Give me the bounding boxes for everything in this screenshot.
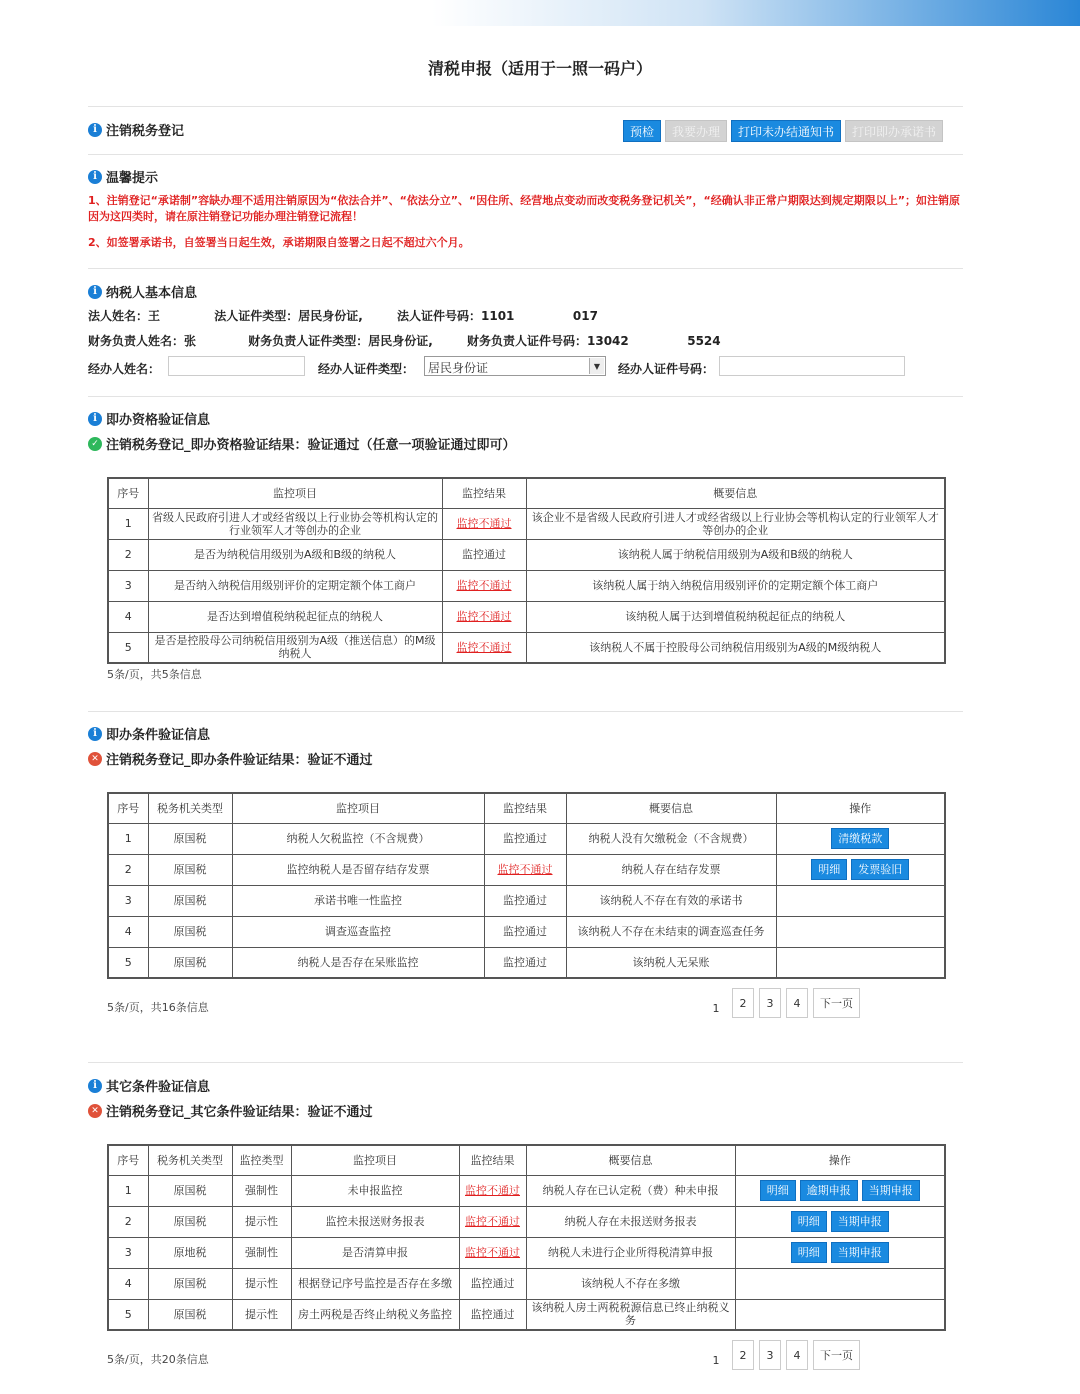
- table-header-row: [108, 1145, 945, 1175]
- cell-no: 4: [108, 601, 148, 632]
- cell-result: 监控通过: [484, 885, 566, 916]
- cell-org: 原国税: [148, 854, 232, 885]
- cell-no: 4: [108, 916, 148, 947]
- info-icon: i: [88, 412, 102, 426]
- detail-button[interactable]: 明细: [791, 1242, 827, 1263]
- table-row: [108, 947, 945, 978]
- section-cond-title: [88, 724, 210, 743]
- page-2-button[interactable]: 2: [732, 1340, 754, 1370]
- tip-line-1: 1、注销登记“承诺制”容缺办理不适用注销原因为“依法合并”、“依法分立”、“因住所、经营地点变动而改变税务登记机关”，“经确认非正常户期限达到规定期限以上”；如注销原因为这四类时，请在原注销登记功能办理注销登记流程！: [88, 194, 960, 223]
- section-basic-title: [88, 282, 197, 301]
- cell-item: 是否是控股母公司纳税信用级别为A级（推送信息）的M级纳税人: [148, 632, 442, 663]
- cell-item: 纳税人欠税监控（不含规费）: [232, 823, 484, 854]
- col-type: 监控类型: [232, 1145, 291, 1175]
- cell-result-link[interactable]: 监控不通过: [459, 1175, 526, 1206]
- cell-no: 1: [108, 823, 148, 854]
- page-4-button[interactable]: 4: [786, 1340, 808, 1370]
- cell-ops: [776, 823, 945, 854]
- cell-item: 调查巡查监控: [232, 916, 484, 947]
- other-result: [88, 1101, 373, 1120]
- cell-result-link[interactable]: 监控不通过: [442, 601, 526, 632]
- col-summary: 概要信息: [566, 793, 776, 823]
- cell-result-link[interactable]: 监控不通过: [484, 854, 566, 885]
- col-summary: 概要信息: [526, 478, 945, 508]
- table-row: [108, 916, 945, 947]
- cell-org: 原国税: [148, 916, 232, 947]
- agent-name-label: 经办人姓名：: [88, 362, 161, 376]
- table-row: [108, 632, 945, 663]
- cell-ops: [735, 1268, 945, 1299]
- col-result: 监控结果: [459, 1145, 526, 1175]
- cell-item: 监控未报送财务报表: [291, 1206, 459, 1237]
- cell-summary: 该纳税人房土两税税源信息已终止纳税义务: [526, 1299, 735, 1330]
- divider: [88, 1062, 963, 1063]
- cell-no: 1: [108, 1175, 148, 1206]
- cell-item: 房土两税是否终止纳税义务监控: [291, 1299, 459, 1330]
- cell-no: 5: [108, 1299, 148, 1330]
- info-icon: i: [88, 123, 102, 137]
- cell-ops: [776, 885, 945, 916]
- section-other-title: [88, 1076, 210, 1095]
- cell-no: 3: [108, 570, 148, 601]
- cell-ops: [735, 1299, 945, 1330]
- col-org: 税务机关类型: [148, 1145, 232, 1175]
- table-header-row: [108, 793, 945, 823]
- cell-ops: [776, 947, 945, 978]
- cond-result: [88, 749, 373, 768]
- cell-summary: 纳税人未进行企业所得税清算申报: [526, 1237, 735, 1268]
- section-tips-title: [88, 167, 158, 186]
- qual-result-text: 注销税务登记_即办资格验证结果：验证通过（任意一项验证通过即可）: [106, 438, 516, 453]
- cell-summary: 该企业不是省级人民政府引进人才或经省级以上行业协会等机构认定的行业领军人才等创办的企业: [526, 508, 945, 539]
- col-ops: 操作: [735, 1145, 945, 1175]
- cell-item: 根据登记序号监控是否存在多缴: [291, 1268, 459, 1299]
- section-qual-label: 即办资格验证信息: [106, 413, 211, 428]
- table-row: [108, 823, 945, 854]
- next-page-button[interactable]: 下一页: [813, 1340, 860, 1370]
- table-row: [108, 1206, 945, 1237]
- cond-result-text: 注销税务登记_即办条件验证结果：验证不通过: [106, 753, 373, 768]
- check-circle-icon: ✓: [88, 437, 102, 451]
- cell-summary: 该纳税人不存在有效的承诺书: [566, 885, 776, 916]
- fin-id-type-label: 财务负责人证件类型：: [248, 334, 369, 348]
- cell-item: 省级人民政府引进人才或经省级以上行业协会等机构认定的行业领军人才等创办的企业: [148, 508, 442, 539]
- table-row: [108, 570, 945, 601]
- cell-item: 纳税人是否存在呆账监控: [232, 947, 484, 978]
- current-declare-button[interactable]: 当期申报: [862, 1180, 920, 1201]
- agent-id-no-input[interactable]: [719, 356, 905, 376]
- cell-ops: [776, 916, 945, 947]
- col-item: 监控项目: [232, 793, 484, 823]
- legal-id-type-value: 居民身份证,: [298, 309, 363, 323]
- print-notice-button[interactable]: 打印未办结通知书: [731, 120, 841, 142]
- table-row: [108, 1175, 945, 1206]
- cell-result: 监控通过: [459, 1299, 526, 1330]
- page-title: 清税申报（适用于一照一码户）: [427, 59, 652, 78]
- info-icon: i: [88, 727, 102, 741]
- fin-name-value: 张: [184, 334, 197, 348]
- legal-name-label: 法人姓名：: [88, 309, 149, 323]
- info-icon: i: [88, 1079, 102, 1093]
- cell-org: 原国税: [148, 823, 232, 854]
- error-circle-icon: ✕: [88, 752, 102, 766]
- legal-id-no-label: 法人证件号码：: [396, 309, 481, 323]
- cond-pager: [705, 988, 860, 1018]
- cell-result: 监控通过: [484, 947, 566, 978]
- agent-id-no-label: 经办人证件号码：: [618, 362, 715, 376]
- table-row: [108, 601, 945, 632]
- fin-id-no-value: 13042 5524: [587, 334, 721, 348]
- detail-button[interactable]: 明细: [811, 859, 847, 880]
- info-icon: i: [88, 285, 102, 299]
- table-row: [108, 1237, 945, 1268]
- other-table: [107, 1144, 946, 1331]
- fin-name-label: 财务负责人姓名：: [88, 334, 185, 348]
- table-row: [108, 885, 945, 916]
- fin-id-type-value: 居民身份证,: [368, 334, 433, 348]
- cell-no: 3: [108, 885, 148, 916]
- col-org: 税务机关类型: [148, 793, 232, 823]
- col-item: 监控项目: [148, 478, 442, 508]
- cell-summary: 纳税人存在结存发票: [566, 854, 776, 885]
- cell-ops: [735, 1175, 945, 1206]
- divider: [88, 154, 963, 155]
- col-no: 序号: [108, 478, 148, 508]
- table-row: [108, 539, 945, 570]
- cell-summary: 该纳税人属于纳入纳税信用级别评价的定期定额个体工商户: [526, 570, 945, 601]
- cell-ops: [735, 1237, 945, 1268]
- invoice-verify-button[interactable]: 发票验旧: [851, 859, 909, 880]
- next-page-button[interactable]: 下一页: [813, 988, 860, 1018]
- cell-item: 是否清算申报: [291, 1237, 459, 1268]
- cell-ops: [776, 854, 945, 885]
- other-table-footer: 5条/页，共20条信息: [107, 1353, 209, 1366]
- section-cond-label: 即办条件验证信息: [106, 728, 211, 743]
- table-row: [108, 508, 945, 539]
- agent-name-input[interactable]: [168, 356, 305, 376]
- precheck-button[interactable]: 预检: [623, 120, 661, 142]
- col-no: 序号: [108, 793, 148, 823]
- cell-ops: [735, 1206, 945, 1237]
- cell-result-link[interactable]: 监控不通过: [442, 632, 526, 663]
- cell-summary: 纳税人存在已认定税（费）种未申报: [526, 1175, 735, 1206]
- cell-no: 5: [108, 632, 148, 663]
- cell-org: 原国税: [148, 885, 232, 916]
- cell-no: 2: [108, 539, 148, 570]
- cell-result: 监控通过: [459, 1268, 526, 1299]
- other-pager: [705, 1340, 860, 1370]
- chevron-down-icon[interactable]: ▼: [589, 358, 604, 374]
- table-header-row: [108, 478, 945, 508]
- cell-result-link[interactable]: 监控不通过: [459, 1206, 526, 1237]
- cell-result-link[interactable]: 监控不通过: [442, 508, 526, 539]
- qual-table: [107, 477, 946, 664]
- current-declare-button[interactable]: 当期申报: [831, 1211, 889, 1232]
- col-ops: 操作: [776, 793, 945, 823]
- cell-org: 原地税: [148, 1237, 232, 1268]
- cell-result-link[interactable]: 监控不通过: [459, 1237, 526, 1268]
- cell-item: 监控纳税人是否留存结存发票: [232, 854, 484, 885]
- other-result-text: 注销税务登记_其它条件验证结果：验证不通过: [106, 1105, 373, 1120]
- cell-no: 2: [108, 854, 148, 885]
- cell-no: 1: [108, 508, 148, 539]
- cell-summary: 该纳税人不存在未结束的调查巡查任务: [566, 916, 776, 947]
- overdue-declare-button[interactable]: 逾期申报: [800, 1180, 858, 1201]
- action-toolbar: [623, 120, 943, 142]
- cell-summary: 该纳税人属于纳税信用级别为A级和B级的纳税人: [526, 539, 945, 570]
- cell-type: 提示性: [232, 1268, 291, 1299]
- current-declare-button[interactable]: 当期申报: [831, 1242, 889, 1263]
- cell-item: 是否达到增值税纳税起征点的纳税人: [148, 601, 442, 632]
- cell-result-link[interactable]: 监控不通过: [442, 570, 526, 601]
- detail-button[interactable]: 明细: [760, 1180, 796, 1201]
- cell-item: 未申报监控: [291, 1175, 459, 1206]
- section-basic-label: 纳税人基本信息: [106, 286, 198, 301]
- col-result: 监控结果: [484, 793, 566, 823]
- fin-id-no-label: 财务负责人证件号码：: [466, 334, 587, 348]
- cell-summary: 该纳税人属于达到增值税纳税起征点的纳税人: [526, 601, 945, 632]
- top-banner: [0, 0, 1080, 26]
- cell-org: 原国税: [148, 1175, 232, 1206]
- section-tips-label: 温馨提示: [106, 171, 159, 186]
- qual-table-footer: 5条/页，共5条信息: [107, 668, 202, 681]
- page-1-current: 1: [705, 1340, 727, 1370]
- finance-info-row: [88, 332, 721, 349]
- page-2-button[interactable]: 2: [732, 988, 754, 1018]
- cell-org: 原国税: [148, 1299, 232, 1330]
- cell-type: 提示性: [232, 1299, 291, 1330]
- cell-type: 提示性: [232, 1206, 291, 1237]
- cell-org: 原国税: [148, 1268, 232, 1299]
- detail-button[interactable]: 明细: [791, 1211, 827, 1232]
- cell-result: 监控通过: [484, 823, 566, 854]
- table-row: [108, 1299, 945, 1330]
- section-qual-title: [88, 409, 210, 428]
- handle-button[interactable]: 我要办理: [665, 120, 727, 142]
- agent-id-type-label: 经办人证件类型：: [318, 362, 415, 376]
- cell-org: 原国税: [148, 1206, 232, 1237]
- section-cancel-label: 注销税务登记: [106, 124, 185, 139]
- cell-summary: 该纳税人不属于控股母公司纳税信用级别为A级的M级纳税人: [526, 632, 945, 663]
- cell-no: 2: [108, 1206, 148, 1237]
- cell-item: 承诺书唯一性监控: [232, 885, 484, 916]
- table-row: [108, 854, 945, 885]
- divider: [88, 106, 963, 107]
- page-1-current: 1: [705, 988, 727, 1018]
- table-row: [108, 1268, 945, 1299]
- cell-summary: 该纳税人不存在多缴: [526, 1268, 735, 1299]
- section-cancel-title: [88, 120, 184, 139]
- cell-type: 强制性: [232, 1175, 291, 1206]
- print-commitment-button[interactable]: 打印即办承诺书: [845, 120, 943, 142]
- divider: [88, 268, 963, 269]
- col-item: 监控项目: [291, 1145, 459, 1175]
- cell-summary: 纳税人存在未报送财务报表: [526, 1206, 735, 1237]
- page-3-button[interactable]: 3: [759, 988, 781, 1018]
- legal-name-value: 王: [148, 309, 161, 323]
- divider: [88, 711, 963, 712]
- section-other-label: 其它条件验证信息: [106, 1080, 211, 1095]
- page-4-button[interactable]: 4: [786, 988, 808, 1018]
- cell-no: 3: [108, 1237, 148, 1268]
- cell-summary: 该纳税人无呆账: [566, 947, 776, 978]
- divider: [88, 396, 963, 397]
- info-icon: i: [88, 170, 102, 184]
- agent-id-type-select[interactable]: [424, 356, 606, 376]
- cell-no: 5: [108, 947, 148, 978]
- legal-id-type-label: 法人证件类型：: [214, 309, 299, 323]
- legal-info-row: [88, 307, 598, 324]
- cell-no: 4: [108, 1268, 148, 1299]
- tip-line-2: 2、如签署承诺书，自签署当日起生效，承诺期限自签署之日起不超过六个月。: [88, 236, 470, 249]
- cell-result: 监控通过: [442, 539, 526, 570]
- col-no: 序号: [108, 1145, 148, 1175]
- cond-table: [107, 792, 946, 979]
- qual-result: [88, 434, 516, 453]
- error-circle-icon: ✕: [88, 1104, 102, 1118]
- col-result: 监控结果: [442, 478, 526, 508]
- agent-id-type-value: 居民身份证: [428, 361, 489, 375]
- cell-result: 监控通过: [484, 916, 566, 947]
- cell-org: 原国税: [148, 947, 232, 978]
- cell-item: 是否为纳税信用级别为A级和B级的纳税人: [148, 539, 442, 570]
- cell-type: 强制性: [232, 1237, 291, 1268]
- legal-id-no-value: 1101 017: [481, 309, 598, 323]
- cell-summary: 纳税人没有欠缴税金（不含规费）: [566, 823, 776, 854]
- cond-table-footer: 5条/页，共16条信息: [107, 1001, 209, 1014]
- col-summary: 概要信息: [526, 1145, 735, 1175]
- pay-tax-button[interactable]: 清缴税款: [831, 828, 889, 849]
- cell-item: 是否纳入纳税信用级别评价的定期定额个体工商户: [148, 570, 442, 601]
- page-3-button[interactable]: 3: [759, 1340, 781, 1370]
